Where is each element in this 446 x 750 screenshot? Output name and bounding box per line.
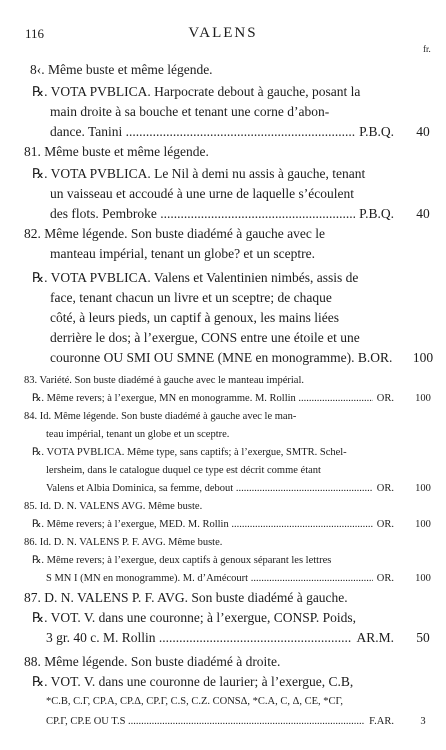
entry-line xyxy=(50,184,394,204)
entry-text: 87. D. N. VALENS P. F. AVG. Son buste diadémé à gauche. xyxy=(24,590,348,605)
entry-text: S MN I (MN en monogramme). M. d’Amécourt xyxy=(46,573,249,584)
entry-text: teau impérial, tenant un globe et un sceptre. xyxy=(46,429,230,440)
entry-text: manteau impérial, tenant un globe? et un sceptre. xyxy=(50,246,316,261)
entry-line xyxy=(30,60,394,80)
entry-text: *C.B, C.Γ, CP.A, CP.Δ, CP.Γ, C.S, C.Z. CONSΔ, *C.A, C, Δ, CE, *CΓ, xyxy=(46,696,343,707)
entry-line xyxy=(50,348,394,368)
entry-text: ℞. VOTA PVBLICA. Même type, sans captifs; à l’exergue, SMTR. Schel- xyxy=(32,447,347,458)
entry-line xyxy=(24,588,394,608)
entry-line xyxy=(46,628,394,648)
entry-text: ℞. VOTA PVBLICA. Valens et Valentinien nimbés, assis de xyxy=(32,270,359,285)
page-header xyxy=(0,25,446,54)
entry-text: 86. Id. D. N. VALENS P. F. AVG. Même buste. xyxy=(24,537,223,548)
entry-line xyxy=(24,224,394,244)
entry-text: CP.Γ, CP.E OU T.S xyxy=(46,716,126,727)
entry-line xyxy=(50,122,394,142)
page-title: VALENS xyxy=(188,25,258,41)
entry-line xyxy=(46,426,394,444)
entry-metal-grade: P.B.Q. xyxy=(355,122,394,142)
entry-price: 100 xyxy=(412,350,434,365)
entry-text: 8‹. Même buste et même légende. xyxy=(30,62,213,77)
entry-line xyxy=(50,328,394,348)
entry-price: 100 xyxy=(415,483,431,494)
entry-text: ℞. Même revers; à l’exergue, MN en monogramme. M. Rollin xyxy=(32,393,296,404)
entry-text: 3 gr. 40 c. M. Rollin xyxy=(46,630,156,645)
entry-text: ℞. Même revers; à l’exergue, MED. M. Rollin xyxy=(32,519,229,530)
entry-price: 40 xyxy=(416,124,430,139)
entry-price: 3 xyxy=(420,716,426,727)
entry-line xyxy=(32,164,394,184)
entry-line xyxy=(32,444,394,462)
entry-line xyxy=(32,516,394,534)
entry-text: couronne OU SMI OU SMNE (MNE en monogramme). B.OR. xyxy=(50,350,393,365)
entry-line xyxy=(32,390,394,408)
entry-text: main droite à sa bouche et tenant une corne d’abon- xyxy=(50,104,330,119)
entry-metal-grade: F.AR. xyxy=(365,712,394,732)
entry-text: ℞. VOTA PVBLICA. Harpocrate debout à gauche, posant la xyxy=(32,84,361,99)
entry-text: un vaisseau et accoudé à une urne de laquelle s’écoulent xyxy=(50,186,354,201)
entry-metal-grade: OR. xyxy=(373,390,394,408)
entry-line xyxy=(32,672,394,692)
entry-text: 84. Id. Même légende. Son buste diadémé à gauche avec le man- xyxy=(24,411,297,422)
entry-metal-grade: OR. xyxy=(373,480,394,498)
entry-text: 82. Même légende. Son buste diadémé à gauche avec le xyxy=(24,226,326,241)
page-number: 116 xyxy=(25,26,45,41)
entry-line xyxy=(46,692,394,712)
entry-text: ℞. VOT. V. dans une couronne de laurier; à l’exergue, C.B, xyxy=(32,674,354,689)
entry-text: face, tenant chacun un livre et un sceptre; de chaque xyxy=(50,290,332,305)
entry-text: dance. Tanini xyxy=(50,124,123,139)
entry-line xyxy=(32,552,394,570)
entry-text: Valens et Albia Dominica, sa femme, debout xyxy=(46,483,234,494)
entry-text: 88. Même légende. Son buste diadémé à droite. xyxy=(24,654,281,669)
entry-line xyxy=(50,288,394,308)
entry-line xyxy=(46,480,394,498)
entry-metal-grade: P.B.Q. xyxy=(355,204,394,224)
entry-line xyxy=(24,498,394,516)
entry-line xyxy=(32,82,394,102)
entry-line xyxy=(50,204,394,224)
entry-line xyxy=(32,608,394,628)
entry-price: 40 xyxy=(416,206,430,221)
entry-line xyxy=(50,308,394,328)
price-column-label: fr. xyxy=(423,44,431,54)
entry-line xyxy=(24,652,394,672)
entry-line xyxy=(46,570,394,588)
entry-price: 50 xyxy=(416,630,430,645)
entry-metal-grade: OR. xyxy=(373,516,394,534)
entry-text: lersheim, dans le catalogue duquel ce type est décrit comme étant xyxy=(46,465,321,476)
entry-price: 100 xyxy=(415,573,431,584)
entry-metal-grade: OR. xyxy=(373,570,394,588)
entry-line xyxy=(24,408,394,426)
entry-line xyxy=(46,462,394,480)
entry-text: ℞. Même revers; à l’exergue, deux captifs à genoux séparant les lettres xyxy=(32,555,332,566)
entry-line xyxy=(24,534,394,552)
entry-text: 83. Variété. Son buste diadémé à gauche avec le manteau impérial. xyxy=(24,375,304,386)
entry-price: 100 xyxy=(415,519,431,530)
entry-line xyxy=(24,142,394,162)
entry-text: des flots. Pembroke xyxy=(50,206,157,221)
entry-line xyxy=(50,244,394,264)
entry-text: ℞. VOT. V. dans une couronne; à l’exergue, CONSP. Poids, xyxy=(32,610,356,625)
entry-text: 85. Id. D. N. VALENS AVG. Même buste. xyxy=(24,501,203,512)
entry-text: ℞. VOTA PVBLICA. Le Nil à demi nu assis à gauche, tenant xyxy=(32,166,366,181)
entry-line xyxy=(50,102,394,122)
entry-metal-grade: AR.M. xyxy=(352,628,394,648)
entry-text: 81. Même buste et même légende. xyxy=(24,144,209,159)
entry-line xyxy=(32,268,394,288)
entry-line xyxy=(24,372,394,390)
entry-text: côté, à leurs pieds, un captif à genoux, les mains liées xyxy=(50,310,340,325)
entry-line xyxy=(46,712,394,732)
entry-text: derrière le dos; à l’exergue, CONS entre une étoile et une xyxy=(50,330,360,345)
entry-price: 100 xyxy=(415,393,431,404)
